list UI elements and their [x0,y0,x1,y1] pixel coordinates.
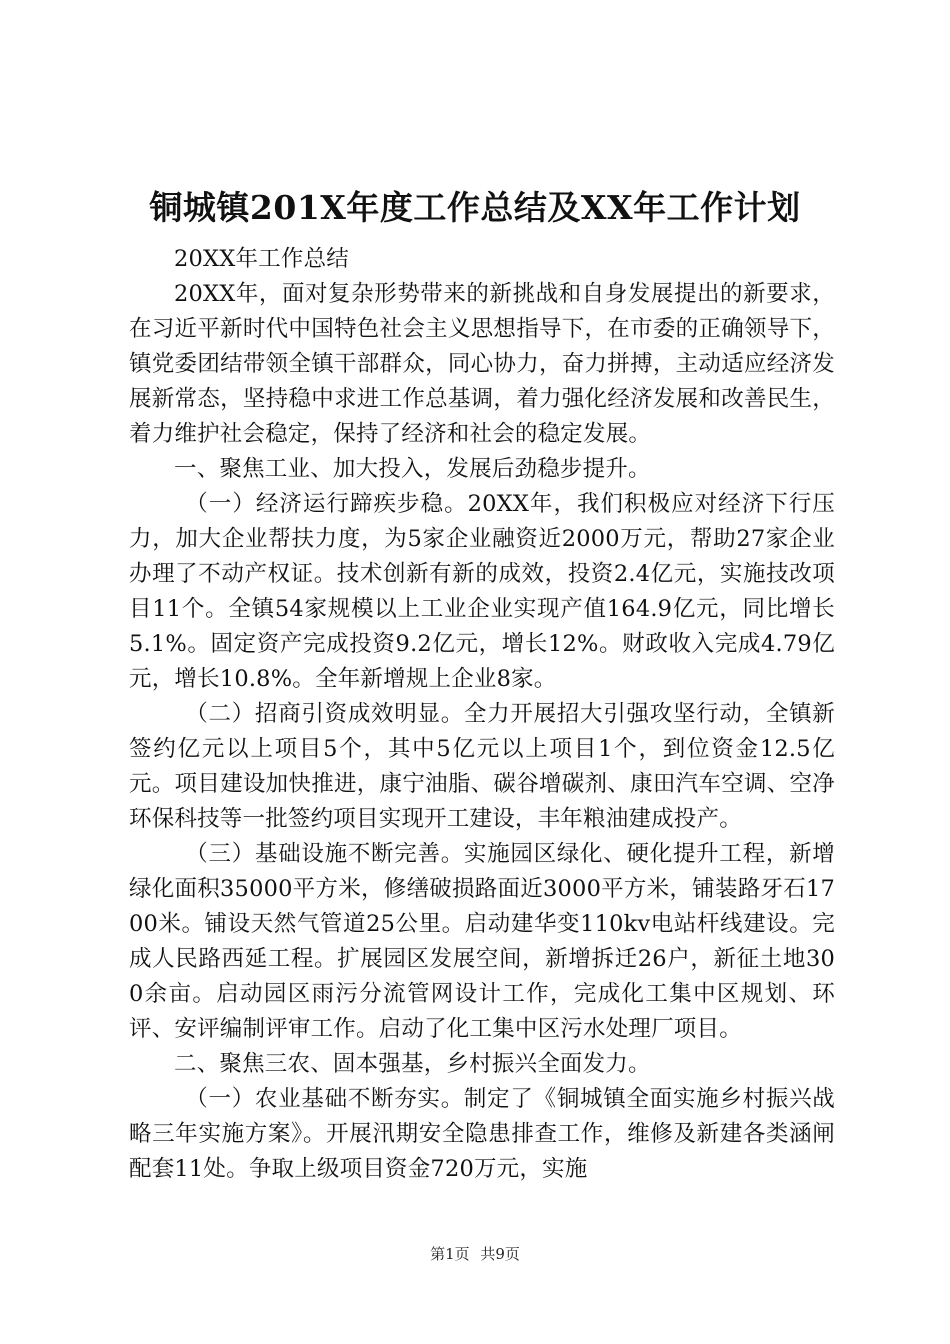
document-body [129,242,835,1187]
paragraph-infrastructure: （三）基础设施不断完善。实施园区绿化、硬化提升工程，新增绿化面积35000平方米，修缮破损路面近3000平方米，铺装路牙石1700米。铺设天然气管道25公里。启动建华变110kv电站杆线建设。完成人民路西延工程。扩展园区发展空间，新增拆迁26户，新征土地300余亩。启动园区雨污分流管网设计工作，完成化工集中区规划、环评、安评编制评审工作。启动了化工集中区污水处理厂项目。 [129,841,835,1042]
paragraph-intro: 20XX年，面对复杂形势带来的新挑战和自身发展提出的新要求，在习近平新时代中国特色社会主义思想指导下，在市委的正确领导下，镇党委团结带领全镇干部群众，同心协力，奋力拼搏，主动适应经济发展新常态，坚持稳中求进工作总基调，着力强化经济发展和改善民生，着力维护社会稳定，保持了经济和社会的稳定发展。 [129,281,835,447]
paragraph-investment: （二）招商引资成效明显。全力开展招大引强攻坚行动，全镇新签约亿元以上项目5个，其中5亿元以上项目1个，到位资金12.5亿元。项目建设加快推进，康宁油脂、碳谷增碳剂、康田汽车空调、空净环保科技等一批签约项目实现开工建设，丰年粮油建成投产。 [129,701,835,832]
document-title: 铜城镇201X年度工作总结及XX年工作计划 [149,188,801,227]
section-heading-summary: 20XX年工作总结 [174,246,349,272]
page-footer [0,1244,950,1264]
page-number: 第1页 [430,1245,470,1263]
section-heading-industry: 一、聚焦工业、加大投入，发展后劲稳步提升。 [174,456,651,482]
page-total: 共9页 [480,1245,520,1263]
paragraph-economy: （一）经济运行蹄疾步稳。20XX年，我们积极应对经济下行压力，加大企业帮扶力度，为5家企业融资近2000万元，帮助27家企业办理了不动产权证。技术创新有新的成效，投资2.4亿元，实施技改项目11个。全镇54家规模以上工业企业实现产值164.9亿元，同比增长5.1%。固定资产完成投资9.2亿元，增长12%。财政收入完成4.79亿元，增长10.8%。全年新增规上企业8家。 [129,491,835,692]
section-heading-agriculture: 二、聚焦三农、固本强基，乡村振兴全面发力。 [174,1051,651,1077]
paragraph-agriculture: （一）农业基础不断夯实。制定了《铜城镇全面实施乡村振兴战略三年实施方案》。开展汛期安全隐患排查工作，维修及新建各类涵闸配套11处。争取上级项目资金720万元，实施 [129,1086,835,1182]
